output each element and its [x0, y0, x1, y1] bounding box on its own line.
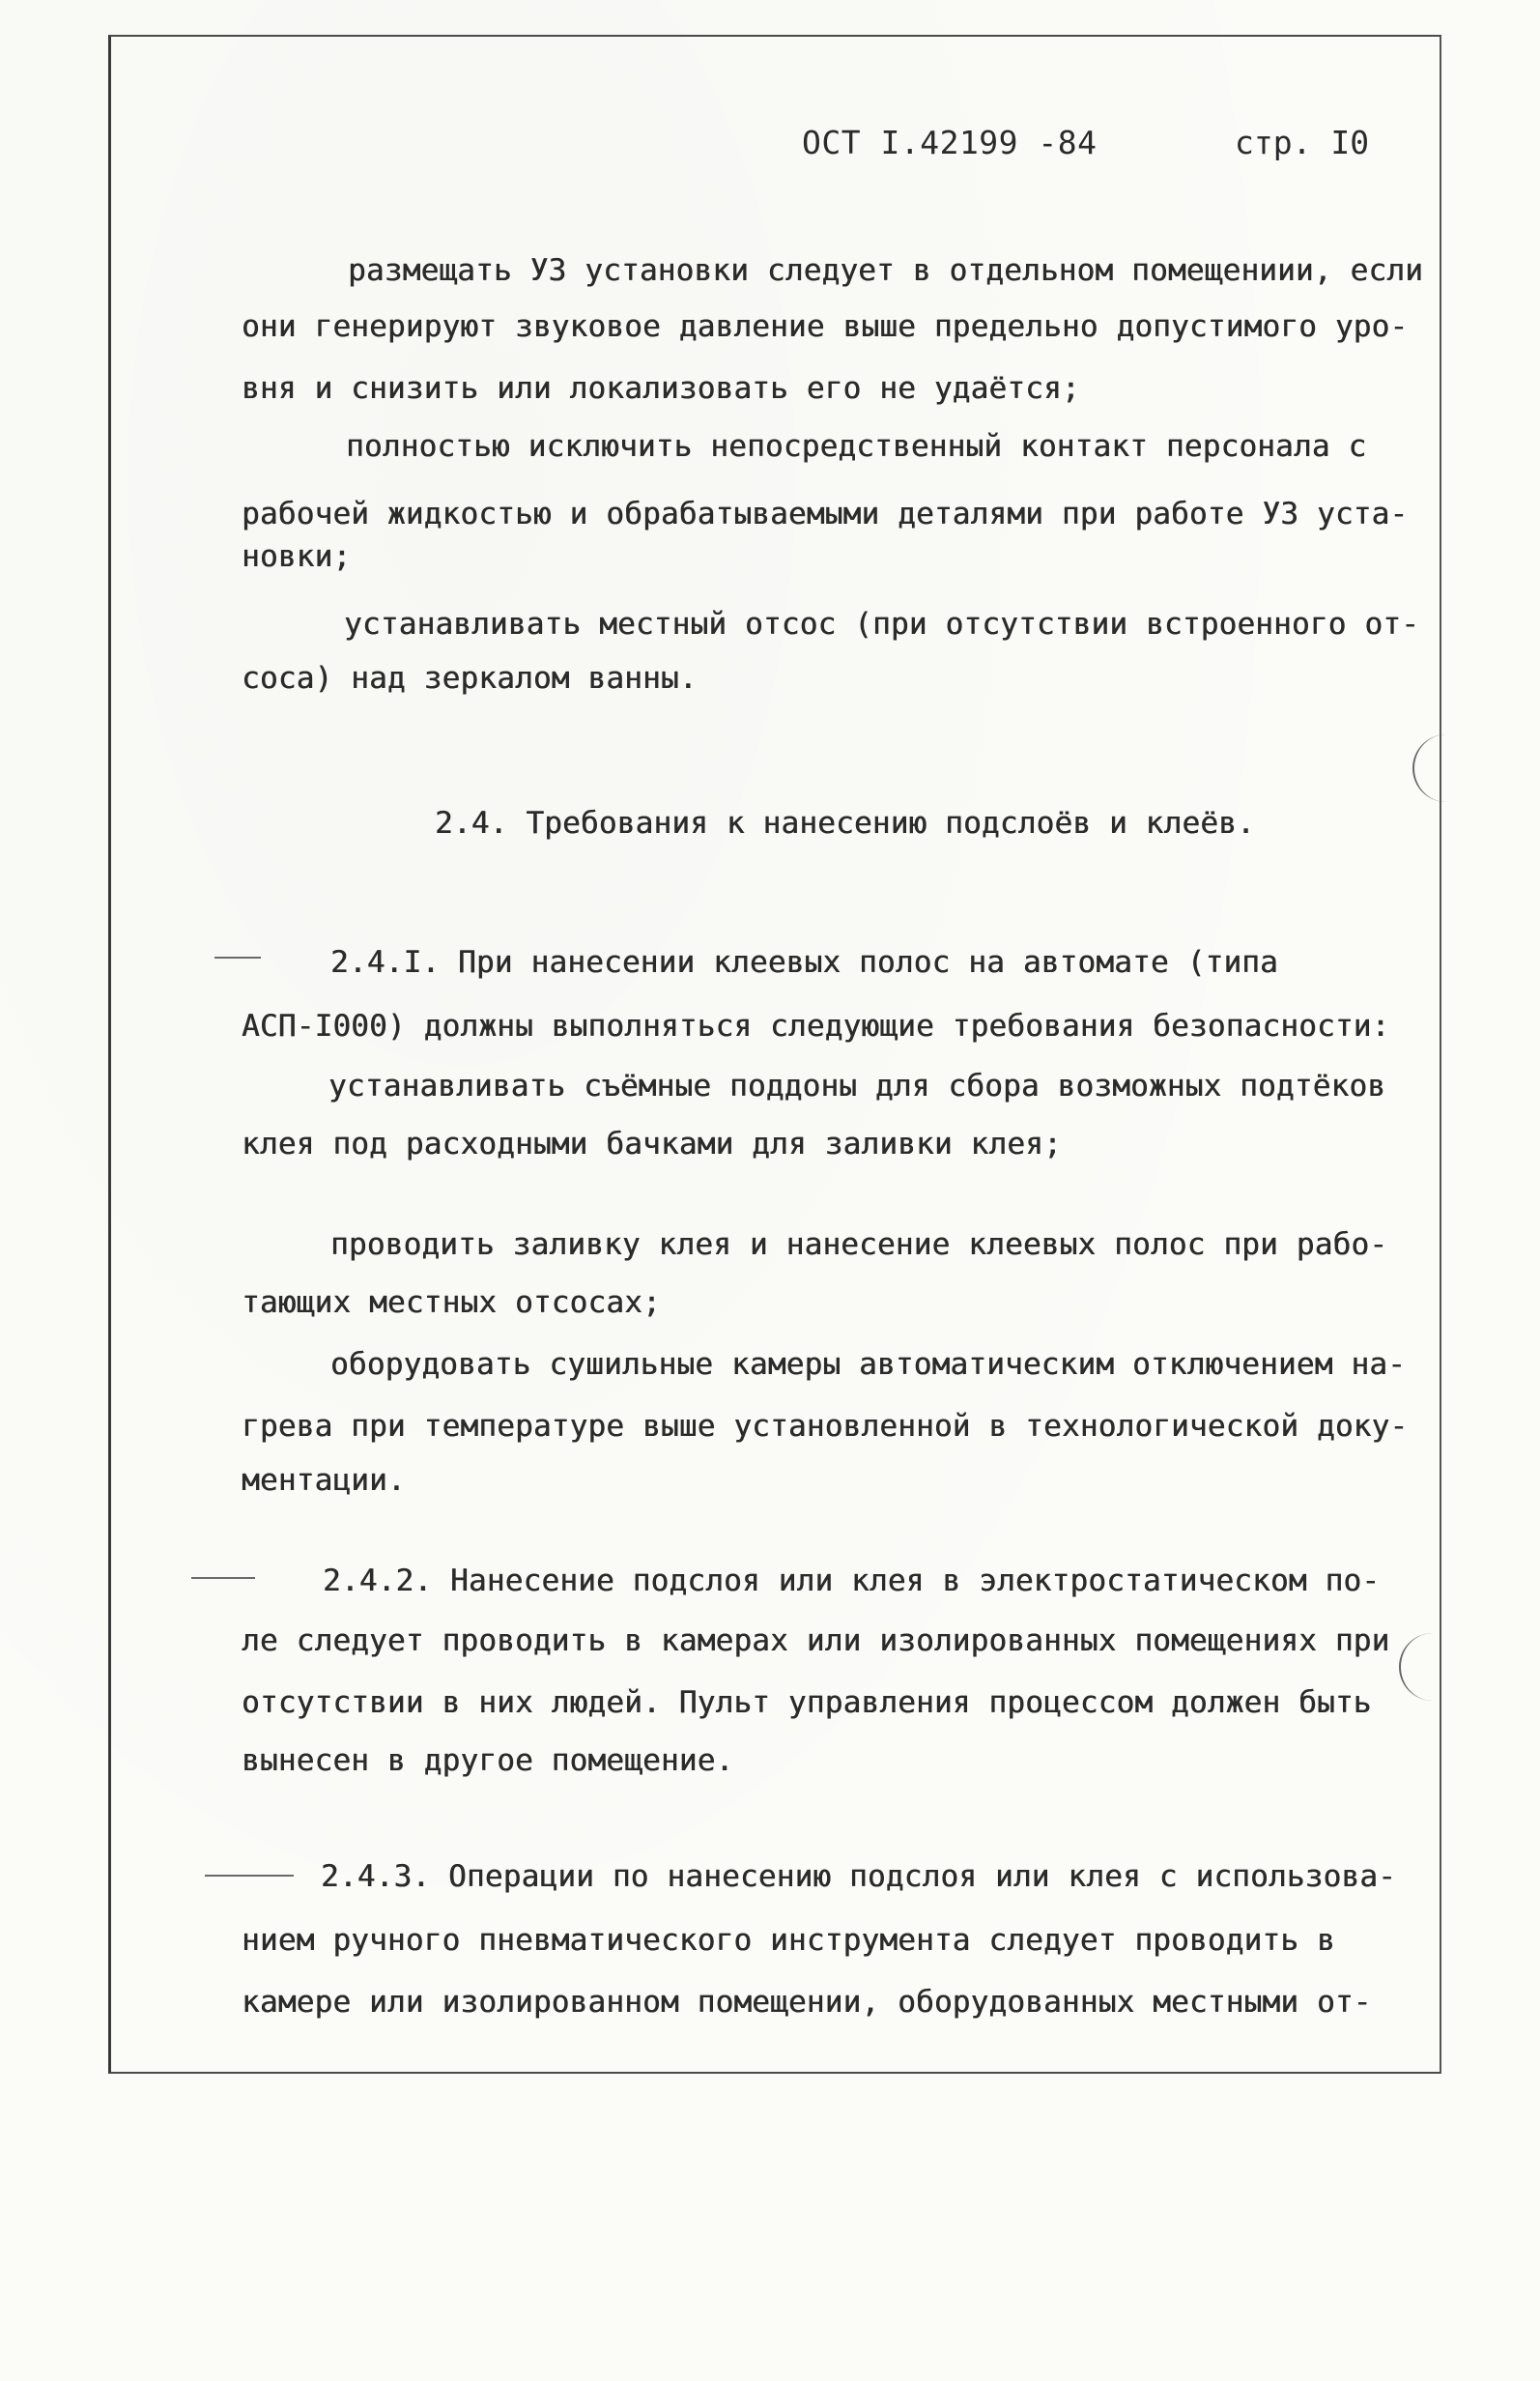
text-line: вня и снизить или локализовать его не удаётся; — [242, 371, 1080, 406]
text-line: тающих местных отсосах; — [242, 1285, 661, 1320]
text-line: полностью исключить непосредственный контакт персонала с — [346, 429, 1367, 464]
text-line: 2.4.3. Операции по нанесению подслоя или клея с использова- — [321, 1859, 1396, 1894]
text-line: клея под расходными бачками для заливки клея; — [242, 1127, 1062, 1162]
margin-dash-mark — [214, 957, 261, 959]
margin-dash-mark — [205, 1875, 294, 1877]
page-number: стр. I0 — [1235, 124, 1370, 161]
text-line: проводить заливку клея и нанесение клеевых полос при рабо- — [330, 1227, 1388, 1262]
text-line: оборудовать сушильные камеры автоматическим отключением на- — [330, 1347, 1406, 1382]
text-line: грева при температуре выше установленной в технологической доку- — [242, 1409, 1409, 1444]
document-code: ОСТ I.42199 -84 — [802, 124, 1098, 161]
text-line: ле следует проводить в камерах или изолированных помещениях при — [242, 1623, 1390, 1658]
text-line: рабочей жидкостью и обрабатываемыми деталями при работе УЗ уста- — [242, 497, 1409, 531]
text-line: новки; — [242, 539, 352, 574]
text-line: камере или изолированном помещении, оборудованных местными от- — [242, 1985, 1372, 2020]
text-line: размещать УЗ установки следует в отдельном помещениии, если — [348, 253, 1423, 288]
margin-dash-mark — [191, 1577, 255, 1579]
section-title: 2.4. Требования к нанесению подслоёв и клеёв. — [435, 806, 1255, 841]
text-line: устанавливать съёмные поддоны для сбора возможных подтёков — [328, 1069, 1386, 1104]
text-line: 2.4.2. Нанесение подслоя или клея в электростатическом по- — [323, 1563, 1381, 1598]
text-line: вынесен в другое помещение. — [242, 1743, 734, 1778]
text-line: устанавливать местный отсос (при отсутствии встроенного от- — [344, 607, 1419, 642]
text-line: 2.4.I. При нанесении клеевых полос на автомате (типа — [330, 945, 1278, 980]
page-header — [802, 124, 1382, 182]
text-line: соса) над зеркалом ванны. — [242, 661, 698, 696]
text-line: они генерируют звуковое давление выше предельно допустимого уро- — [242, 309, 1409, 344]
text-line: нием ручного пневматического инструмента следует проводить в — [242, 1923, 1335, 1958]
text-line: ментации. — [242, 1463, 406, 1498]
text-line: АСП-I000) должны выполняться следующие требования безопасности: — [242, 1009, 1390, 1044]
text-line: отсутствии в них людей. Пульт управления процессом должен быть — [242, 1685, 1372, 1720]
